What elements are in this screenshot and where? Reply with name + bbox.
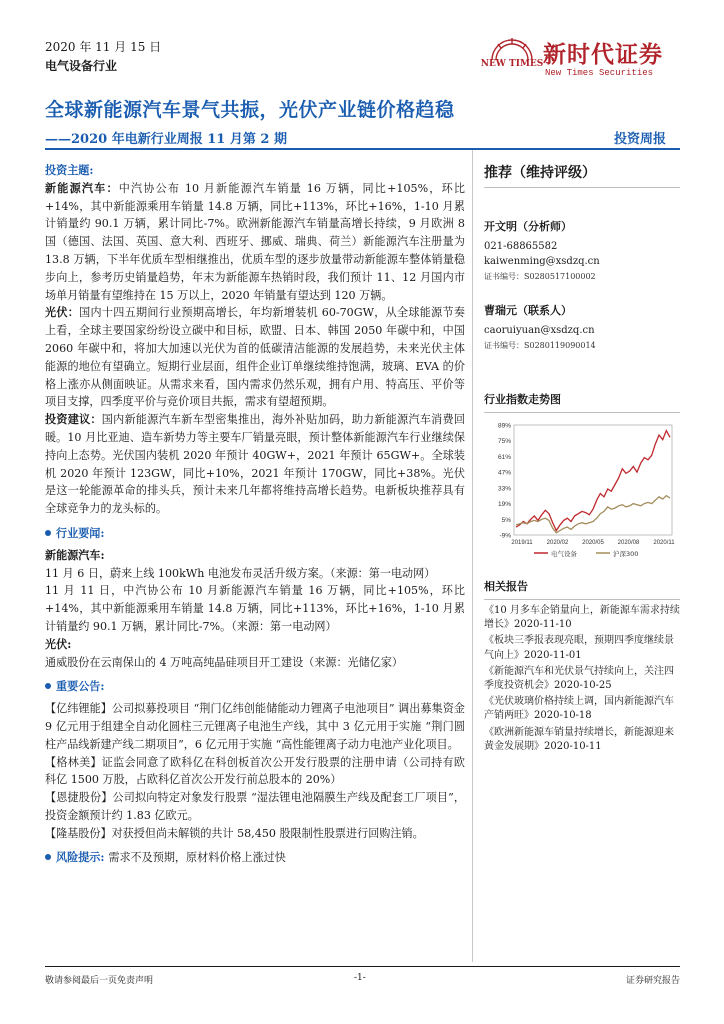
bullet-icon <box>45 530 51 536</box>
main-content <box>45 162 465 867</box>
news-heading: 行业要闻: <box>45 525 465 543</box>
rating-label: 推荐（维持评级） <box>484 162 680 188</box>
y-tick-label: 89% <box>497 422 511 430</box>
x-tick-label: 2020/11 <box>653 540 675 546</box>
pv-text: 国内十四五期间行业预期高增长，年均新增装机 60-70GW，从全球能源节奏上看，全球主要国家纷纷设立碳中和目标，欧盟、日本、韩国 2050 年碳中和，中国 2060 年碳中和，将加大加速以光伏为首的低碳清洁能源的发展趋势，未来光伏主体能源的地位有望确立。短期行业层面，组件企业订单继续维持饱满，玻璃、EVA 的价格上涨亦从侧面映证。从需求来看，国内需求仍然乐观，拥有户用、特高压、平价等项目支撑，四季度平价与竞价项目共振，需求有望超预期。 <box>45 306 465 409</box>
theme-heading: 投资主题: <box>45 164 94 177</box>
news-nev-label: 新能源汽车: <box>45 548 105 562</box>
y-tick-label: 47% <box>497 469 511 477</box>
nev-text: 中汽协公布 10 月新能源汽车销量 16 万辆，同比+105%，环比+14%，其中新能源乘用车销量 14.8 万辆，同比+113%，环比+16%，1-10 月累计销量约 90.1 万辆，累计同比-7%。欧洲新能源汽车销量高增长持续，9 月欧洲 8 国（德国、法国、英国、意大利、西班牙、挪威、瑞典、荷兰）新能源汽车注册量为 13.8 万辆，下半年优质车型相继推出，优质车型的逐步放量带动新能源车整体销量稳步向上，参考历史销量趋势，年末为新能源车热销时段，我们预计 11、12 月国内市场单月销量有望维持在 15 万以上，2020 年销量有望达到 120 万辆。 <box>45 181 465 302</box>
plot-frame <box>514 425 672 535</box>
industry-label: 电气设备行业 <box>45 59 118 73</box>
announcement-item: 【格林美】证监会同意了欧科亿在科创板首次公开发行股票的注册申请（公司持有欧科亿 1500 万股，占欧科亿首次公开发行前总股本的 20%） <box>45 755 465 787</box>
sidebar <box>484 162 680 756</box>
series-line-1 <box>516 431 670 531</box>
analyst-email[interactable]: kaiwenming@xsdzq.cn <box>484 256 600 267</box>
analyst-name: 开文明（分析师） <box>484 220 572 233</box>
news-item: 11 月 6 日，蔚来上线 100kWh 电池发布灵活升级方案。（来源：第一电动网） <box>45 566 436 580</box>
news-pv-label: 光伏: <box>45 637 72 651</box>
contact-cert: 证书编号：S0280119090014 <box>484 341 596 350</box>
logo-mark-text: NEW TIMES <box>480 59 544 69</box>
x-tick-label: 2020/08 <box>617 540 640 546</box>
nev-label: 新能源汽车： <box>45 181 119 195</box>
related-report-link[interactable]: 《欧洲新能源车销量持续增长，新能源迎来黄金发展期》2020-10-11 <box>484 726 674 752</box>
footer-org: 证券研究报告 <box>625 976 680 986</box>
news-item: 11 月 11 日，中汽协公布 10 月新能源汽车销量 16 万辆，同比+105%，环比+14%，其中新能源乘用车销量 14.8 万辆，同比+113%，环比+16%，1-10 月累计销量约 90.1 万辆，累计同比-7%。（来源：第一电动网） <box>45 584 465 633</box>
footer-divider <box>45 966 680 967</box>
y-tick-label: 5% <box>501 516 511 524</box>
risk-line: 风险提示: 需求不及预期，原材料价格上涨过快 <box>45 849 465 867</box>
announce-heading: 重要公告: <box>45 678 465 696</box>
related-report-link[interactable]: 《10 月多车企销量向上，新能源车需求持续增长》2020-11-10 <box>484 605 680 631</box>
report-subtitle: ——2020 年电新行业周报 11 月第 2 期 <box>45 132 287 147</box>
report-title: 全球新能源汽车景气共振，光伏产业链价格趋稳 <box>45 99 455 121</box>
company-name-cn: 新时代证券 <box>543 42 663 68</box>
bullet-icon <box>45 854 51 860</box>
legend-label-2: 沪深300 <box>613 550 639 558</box>
y-tick-label: -9% <box>499 532 511 540</box>
index-trend-chart <box>484 419 680 565</box>
company-name-en: New Times Securities <box>545 68 654 78</box>
analyst-cert: 证书编号：S0280517100002 <box>484 272 596 281</box>
chart-title: 行业指数走势图 <box>484 391 680 413</box>
contact-name: 曹瑞元（联系人） <box>484 304 572 317</box>
x-tick-label: 2020/05 <box>582 540 604 546</box>
footer-disclaimer: 敬请参阅最后一页免责声明 <box>45 976 154 986</box>
contact-email[interactable]: caoruiyuan@xsdzq.cn <box>484 325 595 336</box>
pv-label: 光伏： <box>45 306 80 320</box>
related-reports-title: 相关报告 <box>484 578 680 600</box>
pv-paragraph <box>45 304 465 411</box>
series-line-2 <box>516 496 670 533</box>
related-report-link[interactable]: 《新能源汽车和光伏景气持续向上，关注四季度投资机会》2020-10-25 <box>484 665 674 692</box>
y-tick-label: 19% <box>497 501 511 509</box>
advice-text: 国内新能源汽车新车型密集推出，海外补贴加码，助力新能源汽车消费回暖。10 月比亚迪、造车新势力等主要车厂销量亮眼，预计整体新能源汽车行业继续保持向上态势。光伏国内装机 2020 年预计 40GW+，2021 年预计 65GW+。全球装机 2020 年预计 123GW，同比+10%，2021 年预计 170GW，同比+38%。光伏是这一轮能源革命的排头兵，预计未来几年都将维持高增长趋势。电新板块推荐具有全球竞争力的龙头标的。 <box>45 413 465 516</box>
bullet-icon <box>45 683 51 689</box>
company-logo-icon <box>480 36 544 80</box>
analyst-phone: 021-68865582 <box>484 241 558 252</box>
announcement-item: 【隆基股份】对获授但尚未解锁的共计 58,450 股限制性股票进行回购注销。 <box>45 826 424 840</box>
header-divider <box>45 148 680 150</box>
announcement-item: 【亿纬锂能】公司拟募投项目 “荆门亿纬创能储能动力锂离子电池项目” 调出募集资金 9 亿元用于组建全自动化圆柱三元锂离子电池生产线，其中 3 亿元用于实施 “荆门圆柱产品线新建产线二期项目”，6 亿元用于实施 “高性能锂离子动力电池产业化项目。 <box>45 702 465 751</box>
x-tick-label: 2019/11 <box>511 540 533 546</box>
y-tick-label: 61% <box>497 453 511 461</box>
advice-label: 投资建议： <box>45 413 102 427</box>
legend-label-1: 电气设备 <box>551 550 577 558</box>
x-tick-label: 2020/02 <box>546 540 569 546</box>
risk-text: 需求不及预期，原材料价格上涨过快 <box>108 851 286 865</box>
advice-paragraph <box>45 411 465 518</box>
related-report-link[interactable]: 《板块三季报表现亮眼，预期四季度继续景气向上》2020-11-01 <box>484 635 674 661</box>
page-number: -1- <box>354 973 366 983</box>
y-tick-label: 33% <box>497 485 511 493</box>
announcement-item: 【恩捷股份】公司拟向特定对象发行股票 “湿法锂电池隔膜生产线及配套工厂项目”，投资金额预计约 1.83 亿欧元。 <box>45 791 465 822</box>
report-date: 2020 年 11 月 15 日 <box>45 40 162 54</box>
y-tick-label: 75% <box>497 438 511 446</box>
related-report-link[interactable]: 《光伏玻璃价格持续上调，国内新能源汽车产销两旺》2020-10-18 <box>484 696 674 722</box>
nev-paragraph <box>45 180 465 305</box>
news-item: 通威股份在云南保山的 4 万吨高纯晶硅项目开工建设（来源：光储亿家） <box>45 655 404 669</box>
column-divider <box>472 150 473 962</box>
report-type: 投资周报 <box>614 132 667 147</box>
